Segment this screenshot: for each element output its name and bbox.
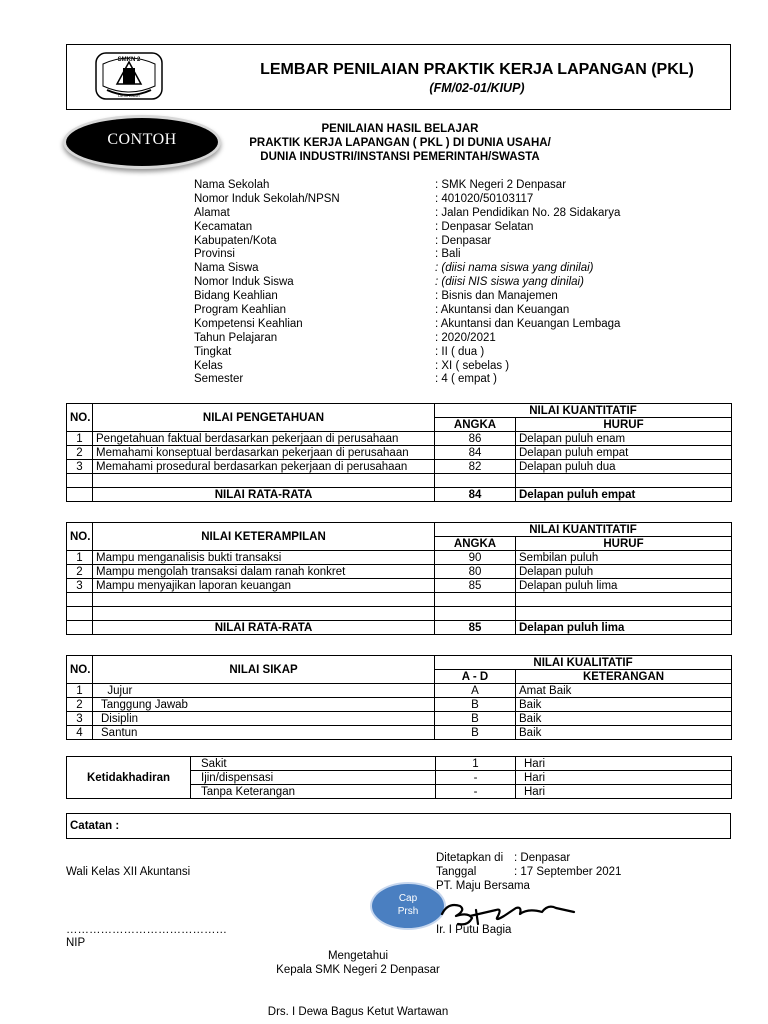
info-label: Tahun Pelajaran xyxy=(194,331,278,344)
info-row xyxy=(194,276,664,290)
company-seal-line-2: Prsh xyxy=(397,906,419,917)
info-label: Nomor Induk Sekolah/NPSN xyxy=(194,192,340,205)
info-label: Tingkat xyxy=(194,345,232,358)
table-row xyxy=(67,698,732,712)
info-value: : Akuntansi dan Keuangan xyxy=(435,304,570,317)
info-row xyxy=(194,193,664,207)
row-number: 2 xyxy=(67,698,93,712)
info-row xyxy=(194,262,664,276)
empty-row xyxy=(67,593,732,607)
average-label: NILAI RATA-RATA xyxy=(93,621,435,635)
column-header-score: ANGKA xyxy=(435,418,516,432)
absence-unit: Hari xyxy=(516,757,732,771)
column-header-group: NILAI KUANTITATIF xyxy=(435,523,732,537)
nip-label: NIP xyxy=(66,937,86,949)
row-words: Delapan puluh enam xyxy=(516,432,732,446)
info-value: : 2020/2021 xyxy=(435,331,496,344)
place-label: Ditetapkan di xyxy=(436,852,504,864)
info-value: : Bali xyxy=(435,248,461,261)
info-label: Kecamatan xyxy=(194,220,253,233)
average-score: 85 xyxy=(435,621,516,635)
info-value: : Denpasar xyxy=(435,234,492,247)
info-label: Kabupaten/Kota xyxy=(194,234,277,247)
acknowledged-label: Mengetahui xyxy=(327,950,389,962)
company-signatory-name: Ir. I Putu Bagia xyxy=(436,924,512,936)
skill-score-table xyxy=(66,522,732,635)
place-value: : Denpasar xyxy=(514,852,571,864)
sample-stamp xyxy=(66,118,218,166)
info-row xyxy=(194,346,664,360)
row-score: 84 xyxy=(435,446,516,460)
absence-count: - xyxy=(436,771,516,785)
document-code: (FM/02-01/KIUP) xyxy=(429,81,525,95)
info-label: Nama Siswa xyxy=(194,262,259,275)
info-label: Program Keahlian xyxy=(194,304,287,317)
empty-row xyxy=(67,474,732,488)
row-score: 86 xyxy=(435,432,516,446)
info-value: : Jalan Pendidikan No. 28 Sidakarya xyxy=(435,206,621,219)
table-row xyxy=(67,551,732,565)
column-header-words: HURUF xyxy=(516,537,732,551)
info-value: : 4 ( empat ) xyxy=(435,373,497,386)
column-header-category: NILAI KETERAMPILAN xyxy=(93,523,435,551)
info-row xyxy=(194,179,664,193)
average-row xyxy=(67,488,732,502)
row-description: Mampu mengolah transaksi dalam ranah konkret xyxy=(93,565,435,579)
row-score: 85 xyxy=(435,579,516,593)
school-student-info xyxy=(194,179,664,387)
row-remarks: Amat Baik xyxy=(516,684,732,698)
company-name: PT. Maju Bersama xyxy=(436,880,530,892)
document-header xyxy=(66,44,731,110)
row-score: 80 xyxy=(435,565,516,579)
absence-unit: Hari xyxy=(516,771,732,785)
date-label: Tanggal xyxy=(436,866,477,878)
column-header-category: NILAI SIKAP xyxy=(93,656,435,684)
average-words: Delapan puluh empat xyxy=(516,488,732,502)
row-grade: A xyxy=(435,684,516,698)
row-score: 90 xyxy=(435,551,516,565)
row-grade: B xyxy=(435,726,516,740)
info-row xyxy=(194,248,664,262)
row-description: Mampu menyajikan laporan keuangan xyxy=(93,579,435,593)
info-value: : (diisi NIS siswa yang dinilai) xyxy=(435,276,584,289)
table-row xyxy=(67,684,732,698)
date-value: : 17 September 2021 xyxy=(514,866,622,878)
empty-row xyxy=(67,607,732,621)
row-number: 4 xyxy=(67,726,93,740)
row-number: 3 xyxy=(67,579,93,593)
info-value: : Akuntansi dan Keuangan Lembaga xyxy=(435,317,621,330)
column-header-group: NILAI KUANTITATIF xyxy=(435,404,732,418)
row-remarks: Baik xyxy=(516,726,732,740)
principal-role: Kepala SMK Negeri 2 Denpasar xyxy=(276,964,440,976)
info-row xyxy=(194,332,664,346)
table-row xyxy=(67,712,732,726)
average-words: Delapan puluh lima xyxy=(516,621,732,635)
info-value: : Bisnis dan Manajemen xyxy=(435,290,558,303)
column-header-no: NO. xyxy=(67,656,93,684)
info-row xyxy=(194,290,664,304)
row-words: Delapan puluh empat xyxy=(516,446,732,460)
row-number: 3 xyxy=(67,460,93,474)
info-row xyxy=(194,235,664,249)
info-row xyxy=(194,207,664,221)
info-label: Bidang Keahlian xyxy=(194,290,278,303)
info-value: : (diisi nama siswa yang dinilai) xyxy=(435,262,594,275)
row-remarks: Baik xyxy=(516,698,732,712)
info-value: : XI ( sebelas ) xyxy=(435,359,510,372)
table-row xyxy=(67,446,732,460)
row-description: Pengetahuan faktual berdasarkan pekerjaan di perusahaan xyxy=(93,432,435,446)
table-row xyxy=(67,726,732,740)
table-row xyxy=(67,579,732,593)
absence-unit: Hari xyxy=(516,785,732,799)
column-header-no: NO. xyxy=(67,523,93,551)
column-header-words: HURUF xyxy=(516,418,732,432)
homeroom-teacher-role: Wali Kelas XII Akuntansi xyxy=(66,866,191,878)
subtitle-line-3: DUNIA INDUSTRI/INSTANSI PEMERINTAH/SWASTA xyxy=(260,151,540,163)
absence-count: 1 xyxy=(436,757,516,771)
info-row xyxy=(194,373,664,387)
row-words: Delapan puluh dua xyxy=(516,460,732,474)
attitude-score-table xyxy=(66,655,732,740)
absence-table xyxy=(66,756,732,799)
notes-box xyxy=(66,813,731,839)
row-description: Memahami konseptual berdasarkan pekerjaan di perusahaan xyxy=(93,446,435,460)
school-logo xyxy=(93,50,165,102)
principal-name: Drs. I Dewa Bagus Ketut Wartawan xyxy=(267,1006,449,1018)
info-row xyxy=(194,221,664,235)
notes-label: Catatan : xyxy=(70,820,120,832)
row-remarks: Baik xyxy=(516,712,732,726)
row-words: Delapan puluh lima xyxy=(516,579,732,593)
row-number: 1 xyxy=(67,684,93,698)
subtitle-line-1: PENILAIAN HASIL BELAJAR xyxy=(321,123,479,135)
row-description: Santun xyxy=(93,726,435,740)
row-description: Memahami prosedural berdasarkan pekerjaan di perusahaan xyxy=(93,460,435,474)
info-label: Provinsi xyxy=(194,248,235,261)
column-header-group: NILAI KUALITATIF xyxy=(435,656,732,670)
info-row xyxy=(194,318,664,332)
table-row xyxy=(67,460,732,474)
info-value: : 401020/50103117 xyxy=(435,192,534,205)
signature-line: …………………………………… xyxy=(66,924,227,936)
table-row xyxy=(67,565,732,579)
row-description: Jujur xyxy=(93,684,435,698)
info-label: Nama Sekolah xyxy=(194,179,270,191)
average-label: NILAI RATA-RATA xyxy=(93,488,435,502)
absence-count: - xyxy=(436,785,516,799)
document-title: LEMBAR PENILAIAN PRAKTIK KERJA LAPANGAN (PKL) xyxy=(260,61,694,78)
row-words: Sembilan puluh xyxy=(516,551,732,565)
logo-text: SMKN 2 xyxy=(117,57,141,63)
row-description: Tanggung Jawab xyxy=(93,698,435,712)
column-header-no: NO. xyxy=(67,404,93,432)
info-label: Alamat xyxy=(194,206,230,219)
row-number: 1 xyxy=(67,551,93,565)
table-row xyxy=(67,432,732,446)
average-score: 84 xyxy=(435,488,516,502)
logo-motto: DENPASAR xyxy=(118,93,140,98)
absence-label: Ketidakhadiran xyxy=(67,757,191,799)
absence-type: Sakit xyxy=(191,757,436,771)
column-header-category: NILAI PENGETAHUAN xyxy=(93,404,435,432)
info-label: Kelas xyxy=(194,359,223,372)
row-number: 2 xyxy=(67,565,93,579)
knowledge-score-table xyxy=(66,403,732,502)
row-grade: B xyxy=(435,698,516,712)
column-header-score: ANGKA xyxy=(435,537,516,551)
info-label: Nomor Induk Siswa xyxy=(194,276,294,289)
absence-type: Ijin/dispensasi xyxy=(191,771,436,785)
row-number: 2 xyxy=(67,446,93,460)
info-label: Kompetensi Keahlian xyxy=(194,317,303,330)
info-label: Semester xyxy=(194,373,244,386)
table-row xyxy=(67,757,732,771)
column-header-grade: A - D xyxy=(435,670,516,684)
column-header-remarks: KETERANGAN xyxy=(516,670,732,684)
absence-type: Tanpa Keterangan xyxy=(191,785,436,799)
info-value: : Denpasar Selatan xyxy=(435,220,534,233)
row-number: 3 xyxy=(67,712,93,726)
company-seal xyxy=(372,884,444,928)
info-value: : SMK Negeri 2 Denpasar xyxy=(435,179,567,191)
row-score: 82 xyxy=(435,460,516,474)
row-description: Disiplin xyxy=(93,712,435,726)
company-seal-line-1: Cap xyxy=(398,893,418,904)
info-row xyxy=(194,304,664,318)
row-number: 1 xyxy=(67,432,93,446)
row-words: Delapan puluh xyxy=(516,565,732,579)
info-value: : II ( dua ) xyxy=(435,345,485,358)
row-grade: B xyxy=(435,712,516,726)
row-description: Mampu menganalisis bukti transaksi xyxy=(93,551,435,565)
average-row xyxy=(67,621,732,635)
subtitle-line-2: PRAKTIK KERJA LAPANGAN ( PKL ) DI DUNIA USAHA/ xyxy=(249,137,551,149)
sample-stamp-label: CONTOH xyxy=(107,131,177,148)
info-row xyxy=(194,360,664,374)
